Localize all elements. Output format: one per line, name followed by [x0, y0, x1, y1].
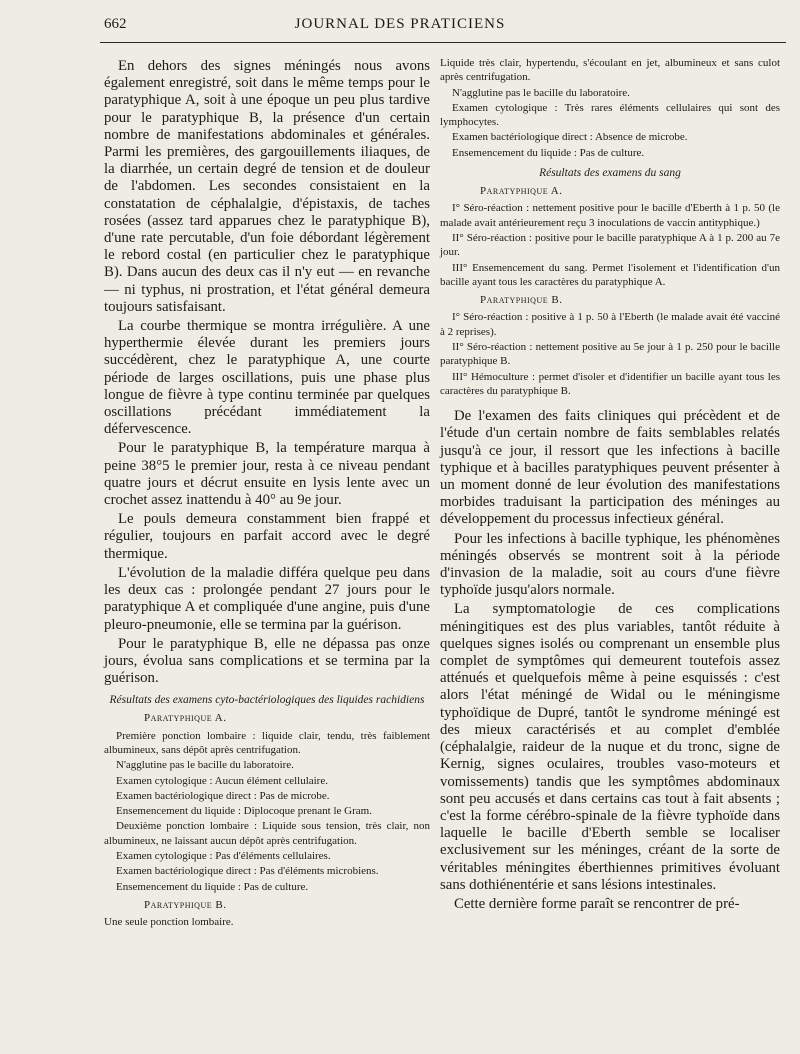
result-line: Ensemencement du liquide : Diplocoque prenant le Gram. [116, 805, 372, 818]
paragraph: Pour le paratyphique B, la température marqua à peine 38°5 le premier jour, resta à ce niveau pendant quatre jours et décrut ensuite en lysis lente avec un crochet assez inattendu à 40° au 9e jour. [104, 440, 430, 509]
result-line: Première ponction lombaire : liquide clair, tendu, très faiblement albumineux, sans dépôt après centrifugation. [104, 729, 430, 756]
result-line: Deuxième ponction lombaire : Liquide sous tension, très clair, non albumineux, ne laissant aucun dépôt après centrifugation. [104, 820, 430, 847]
paragraph: Cette dernière forme paraît se rencontrer de pré- [454, 895, 740, 912]
running-title: JOURNAL DES PRATICIENS [294, 16, 506, 32]
result-line: Ensemencement du liquide : Pas de culture. [452, 146, 645, 159]
paragraph: Pour le paratyphique B, elle ne dépassa pas onze jours, évolua sans complications et se termina par la guérison. [104, 635, 430, 687]
result-line: Une seule ponction lombaire. [104, 916, 234, 929]
subsection-heading: Paratyphique A. [480, 185, 563, 198]
paragraph: Le pouls demeura constamment bien frappé et régulier, toujours en parfait accord avec le degré thermique. [104, 511, 430, 562]
section-heading: Résultats des examens du sang [539, 167, 681, 180]
right-column [440, 56, 780, 915]
result-line: Examen bactériologique direct : Absence de microbe. [452, 131, 688, 144]
result-line: Examen cytologique : Très rares éléments cellulaires qui sont des lymphocytes. [440, 101, 780, 129]
paragraph: La courbe thermique se montra irrégulière. A une hyperthermie élevée durant les premiers jours succédèrent, chez le paratyphique A, une courte période de larges oscillations, puis une phase plus longue de fièvre à type continu terminée par quelques oscillations précédant immédiatement la défervescence. [104, 318, 430, 438]
result-line: III° Ensemencement du sang. Permet l'isolement et l'identification d'un bacille ayant tous les caractères du paratyphique A. [440, 261, 780, 288]
left-column [104, 58, 430, 930]
result-line: Examen bactériologique direct : Pas de microbe. [116, 789, 330, 802]
paragraph: La symptomatologie de ces complications méningitiques est des plus variables, tantôt réduite à quelques signes isolés ou comprenant un ensemble plus complet de symptômes qui demeurent toutefois assez atténués et quelquefois même à peine esquissés : c'est alors l'état méningé de Widal ou le méningisme typhoïdique de Dupré, tantôt le syndrome méningé est des mieux caractérisés et au complet d'emblée (céphalalgie, raideur de la nuque et du tronc, signe de Kernig, signes oculaires, troubles vaso-moteurs et vomissements) tandis que les symptômes abdominaux sont peu accusés et dans certains cas tout à fait absents ; c'est la forme cérébro-spinale de la fièvre typhoïde dans laquelle le bacille d'Eberth semble se localiser exclusivement sur les méninges, créant de la sorte de véritables méningites éberthiennes primitives évoluant sans dothiénentérie et sans lésions intestinales. [440, 601, 780, 893]
subsection-heading: Paratyphique B. [144, 898, 227, 911]
paragraph: Pour les infections à bacille typhique, les phénomènes méningés observés se montrent soit à la période d'invasion de la maladie, soit au cours d'une fièvre typhoïde jusqu'alors normale. [440, 530, 780, 599]
result-line: III° Hémoculture : permet d'isoler et d'identifier un bacille ayant tous les caractères du paratyphique B. [440, 370, 780, 397]
right-body-text [440, 408, 780, 913]
result-line: Ensemencement du liquide : Pas de culture. [116, 880, 309, 893]
result-line: Examen cytologique : Pas d'éléments cellulaires. [116, 849, 331, 862]
result-line: Examen cytologique : Aucun élément cellulaire. [116, 774, 328, 787]
page-header [0, 0, 800, 48]
left-body-text [104, 58, 430, 687]
subsection-heading: Paratyphique A. [144, 712, 227, 725]
page-number: 662 [104, 16, 127, 32]
csf-results-continued [440, 56, 780, 398]
paragraph: L'évolution de la maladie différa quelque peu dans les deux cas : prolongée pendant 27 jours pour le paratyphique A et compliquée d'une angine, puis d'une pleuro-pneumonie, elle se termina par la guérison. [104, 564, 430, 633]
section-heading: Résultats des examens cyto-bactériologiques des liquides rachidiens [109, 694, 425, 707]
subsection-heading: Paratyphique B. [480, 294, 563, 307]
csf-results-section [104, 693, 430, 929]
result-line: Liquide très clair, hypertendu, s'écoulant en jet, albumineux et sans culot après centrifugation. [440, 57, 780, 84]
result-line: II° Séro-réaction : positive pour le bacille paratyphique A à 1 p. 200 au 7e jour. [440, 231, 780, 259]
result-line: I° Séro-réaction : positive à 1 p. 50 à l'Eberth (le malade avait été vacciné à 2 reprises). [440, 311, 780, 338]
result-line: I° Séro-réaction : nettement positive pour le bacille d'Eberth à 1 p. 50 (le malade avait antérieurement reçu 3 inoculations de vaccin antityphique.) [440, 202, 780, 229]
result-line: II° Séro-réaction : nettement positive au 5e jour à 1 p. 250 pour le bacille paratyphique B. [440, 341, 780, 368]
result-line: Examen bactériologique direct : Pas d'éléments microbiens. [116, 865, 379, 878]
result-line: N'agglutine pas le bacille du laboratoire. [116, 759, 294, 772]
result-line: N'agglutine pas le bacille du laboratoire. [452, 86, 630, 99]
header-rule [100, 42, 786, 43]
paragraph: En dehors des signes méningés nous avons également enregistré, soit dans le même temps pour le paratyphique A, soit à une époque un peu plus tardive pour le paratyphique B, la présence d'un certain nombre de manifestations abdominales et générales. Parmi les premières, des gargouillements iliaques, de la diarrhée, un certain degré de tension et de douleur de l'abdomen. Les secondes consistaient en la constatation de céphalalgie, d'épistaxis, de taches rosées (assez tard apparues chez le paratyphique B), d'une rate percutable, d'un foie débordant légèrement le rebord costal (en particulier chez le paratyphique B). Dans aucun des deux cas il n'y eut — en revanche — ni typhus, ni prostration, et l'état général demeura toujours satisfaisant. [104, 58, 430, 315]
paragraph: De l'examen des faits cliniques qui précèdent et de l'étude d'un certain nombre de faits semblables relatés jusqu'à ce jour, il ressort que les infections à bacille typhique et à bacilles paratyphiques peuvent présenter à un moment donné de leur évolution des manifestations morbides traduisant la participation des méninges au développement du processus infectieux général. [440, 408, 780, 528]
